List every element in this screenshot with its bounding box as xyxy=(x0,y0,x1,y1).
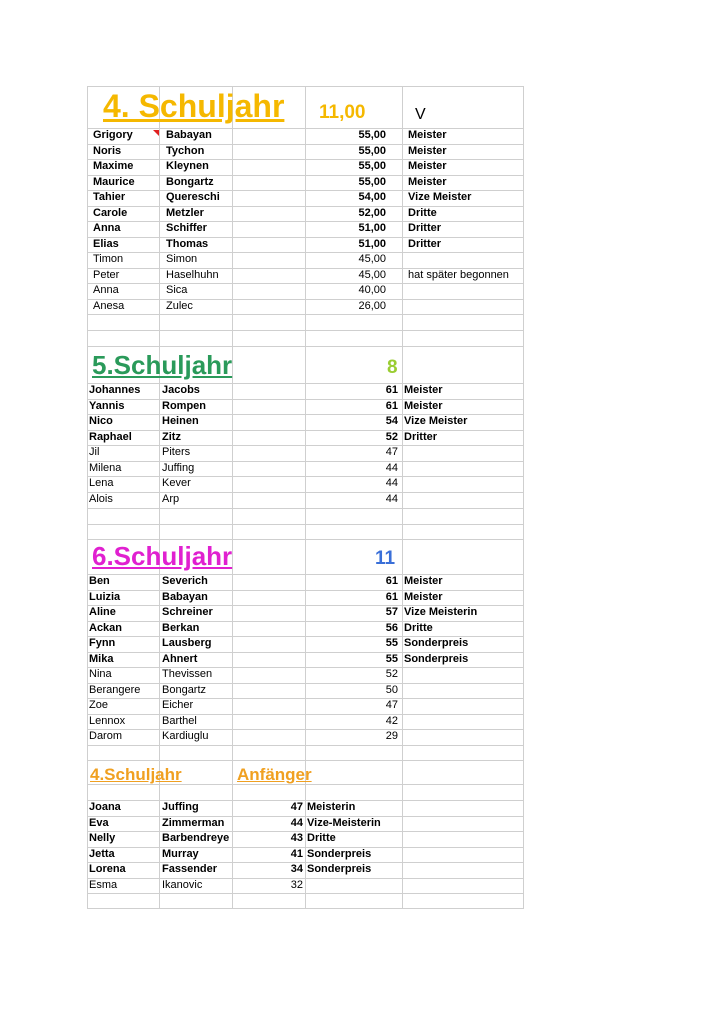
cell-score[interactable]: 32 xyxy=(290,878,303,891)
cell-first-name[interactable]: Zoe xyxy=(89,699,108,711)
cell-last-name[interactable]: Thevissen xyxy=(162,668,213,680)
cell-award[interactable]: Vize-Meisterin xyxy=(307,816,381,829)
cell-last-name[interactable]: Zulec xyxy=(166,299,193,312)
section-count: 8 xyxy=(387,357,398,378)
cell-score[interactable]: 51,00 xyxy=(358,237,386,250)
table-row[interactable] xyxy=(87,590,524,606)
cell-award[interactable]: Meister xyxy=(404,590,443,603)
cell-last-name[interactable]: Schiffer xyxy=(166,222,207,234)
cell-score[interactable]: 54,00 xyxy=(358,191,386,203)
empty-row[interactable] xyxy=(87,893,524,909)
section-count: 11 xyxy=(375,548,396,569)
cell-score[interactable]: 61 xyxy=(385,399,398,412)
table-row[interactable] xyxy=(87,667,524,683)
cell-award[interactable]: Meister xyxy=(408,129,447,141)
cell-last-name[interactable]: Arp xyxy=(162,492,180,505)
cell-first-name[interactable]: Ackan xyxy=(89,621,123,634)
cell-score[interactable]: 52 xyxy=(385,668,398,680)
table-row[interactable] xyxy=(87,128,524,144)
section-extra: V xyxy=(415,106,426,123)
cell-first-name[interactable]: Mika xyxy=(89,652,114,665)
section-title: 4. Schuljahr xyxy=(103,88,285,124)
cell-score[interactable]: 29 xyxy=(385,730,398,742)
table-row[interactable] xyxy=(87,144,524,160)
spreadsheet xyxy=(87,86,524,908)
table-row[interactable] xyxy=(87,714,524,730)
cell-last-name[interactable]: Schreiner xyxy=(162,606,213,618)
cell-score[interactable]: 42 xyxy=(385,714,398,727)
cell-score[interactable]: 51,00 xyxy=(358,222,386,234)
cell-first-name[interactable]: Maurice xyxy=(93,175,135,188)
cell-last-name[interactable]: Kever xyxy=(162,477,191,489)
cell-first-name[interactable]: Lena xyxy=(89,477,114,489)
cell-first-name[interactable]: Johannes xyxy=(89,384,141,396)
table-row[interactable] xyxy=(87,414,524,430)
cell-score[interactable]: 55,00 xyxy=(358,160,386,172)
cell-award[interactable]: Meister xyxy=(408,175,447,188)
section-count: 11,00 xyxy=(319,102,366,123)
empty-row[interactable] xyxy=(87,346,524,362)
cell-first-name[interactable]: Carole xyxy=(93,206,128,219)
cell-last-name[interactable]: Juffing xyxy=(162,461,195,474)
table-row[interactable] xyxy=(87,283,524,299)
cell-award[interactable]: Meister xyxy=(408,144,447,157)
cell-first-name[interactable]: Noris xyxy=(93,144,122,157)
cell-award[interactable]: Sonderpreis xyxy=(404,637,469,649)
table-row[interactable] xyxy=(87,299,524,315)
cell-first-name[interactable]: Eva xyxy=(89,816,109,829)
cell-award[interactable]: Meisterin xyxy=(307,801,356,813)
cell-first-name[interactable]: Aline xyxy=(89,606,116,618)
cell-first-name[interactable]: Nico xyxy=(89,415,113,427)
section-title: 4.Schuljahr xyxy=(90,765,182,784)
cell-score[interactable]: 26,00 xyxy=(358,299,386,312)
table-row[interactable] xyxy=(87,221,524,237)
cell-score[interactable]: 34 xyxy=(290,863,303,875)
cell-last-name[interactable]: Kardiuglu xyxy=(162,730,209,742)
cell-score[interactable]: 43 xyxy=(290,832,303,844)
cell-score[interactable]: 55,00 xyxy=(358,144,386,157)
cell-first-name[interactable]: Joana xyxy=(89,801,121,813)
cell-last-name[interactable]: Barthel xyxy=(162,714,197,727)
cell-score[interactable]: 55 xyxy=(385,652,398,665)
table-row[interactable] xyxy=(87,399,524,415)
cell-first-name[interactable]: Esma xyxy=(89,878,118,891)
empty-row[interactable] xyxy=(87,524,524,540)
cell-last-name[interactable]: Sica xyxy=(166,284,188,296)
cell-last-name[interactable]: Piters xyxy=(162,446,191,458)
table-row[interactable] xyxy=(87,862,524,878)
cell-last-name[interactable]: Kleynen xyxy=(166,160,209,172)
empty-row[interactable] xyxy=(87,745,524,761)
cell-score[interactable]: 44 xyxy=(385,492,398,505)
cell-last-name[interactable]: Jacobs xyxy=(162,384,200,396)
cell-score[interactable]: 44 xyxy=(385,477,398,489)
cell-first-name[interactable]: Raphael xyxy=(89,430,132,443)
cell-last-name[interactable]: Murray xyxy=(162,847,199,860)
table-row[interactable] xyxy=(87,206,524,222)
cell-last-name[interactable]: Babayan xyxy=(166,129,212,141)
cell-first-name[interactable]: Anna xyxy=(93,284,119,296)
table-row[interactable] xyxy=(87,237,524,253)
cell-score[interactable]: 52,00 xyxy=(358,206,386,219)
cell-score[interactable]: 40,00 xyxy=(358,284,386,296)
cell-award[interactable]: Dritter xyxy=(408,237,442,250)
cell-award[interactable]: Dritte xyxy=(404,621,433,634)
table-row[interactable] xyxy=(87,492,524,508)
cell-score[interactable]: 41 xyxy=(290,847,303,860)
cell-score[interactable]: 50 xyxy=(385,683,398,696)
empty-row[interactable] xyxy=(87,330,524,346)
table-row[interactable] xyxy=(87,175,524,191)
cell-last-name[interactable]: Metzler xyxy=(166,206,204,219)
table-row[interactable] xyxy=(87,847,524,863)
table-row[interactable] xyxy=(87,621,524,637)
cell-last-name[interactable]: Simon xyxy=(166,253,198,265)
table-row[interactable] xyxy=(87,445,524,461)
cell-award[interactable]: Sonderpreis xyxy=(404,652,469,665)
cell-last-name[interactable]: Fassender xyxy=(162,863,218,875)
cell-award[interactable]: Vize Meister xyxy=(404,415,468,427)
cell-award[interactable]: Meister xyxy=(404,399,443,412)
cell-last-name[interactable]: Babayan xyxy=(162,590,208,603)
cell-first-name[interactable]: Grigory xyxy=(93,129,133,141)
cell-last-name[interactable]: Juffing xyxy=(162,801,199,813)
cell-award[interactable]: Meister xyxy=(408,160,447,172)
table-row[interactable] xyxy=(87,574,524,590)
table-row[interactable] xyxy=(87,816,524,832)
cell-first-name[interactable]: Darom xyxy=(89,730,123,742)
cell-first-name[interactable]: Nelly xyxy=(89,832,116,844)
cell-score[interactable]: 45,00 xyxy=(358,253,386,265)
cell-last-name[interactable]: Barbendreye xyxy=(162,832,230,844)
cell-score[interactable]: 57 xyxy=(385,606,398,618)
cell-score[interactable]: 47 xyxy=(290,801,303,813)
cell-last-name[interactable]: Ahnert xyxy=(162,652,198,665)
cell-first-name[interactable]: Lorena xyxy=(89,863,126,875)
section-title: 5.Schuljahr xyxy=(92,350,233,380)
cell-last-name[interactable]: Zimmerman xyxy=(162,816,225,829)
empty-row[interactable] xyxy=(87,314,524,330)
cell-last-name[interactable]: Bongartz xyxy=(166,175,214,188)
cell-last-name[interactable]: Zitz xyxy=(162,430,181,443)
table-row[interactable] xyxy=(87,652,524,668)
cell-last-name[interactable]: Heinen xyxy=(162,415,199,427)
cell-first-name[interactable]: Timon xyxy=(93,253,124,265)
cell-first-name[interactable]: Lennox xyxy=(89,714,126,727)
cell-award[interactable]: hat später begonnen xyxy=(408,268,509,281)
cell-last-name[interactable]: Severich xyxy=(162,575,208,587)
cell-score[interactable]: 44 xyxy=(385,461,398,474)
cell-award[interactable]: Dritte xyxy=(307,832,336,844)
section-title: 6.Schuljahr xyxy=(92,541,233,571)
cell-last-name[interactable]: Lausberg xyxy=(162,637,212,649)
cell-score[interactable]: 52 xyxy=(385,430,398,443)
table-row[interactable] xyxy=(87,729,524,745)
cell-last-name[interactable]: Eicher xyxy=(162,699,194,711)
cell-last-name[interactable]: Rompen xyxy=(162,399,206,412)
cell-score[interactable]: 55 xyxy=(385,637,398,649)
cell-award[interactable]: Dritter xyxy=(404,430,438,443)
empty-row[interactable] xyxy=(87,760,524,776)
cell-award[interactable]: Sonderpreis xyxy=(307,863,372,875)
cell-score[interactable]: 45,00 xyxy=(358,268,386,281)
cell-award[interactable]: Dritter xyxy=(408,222,442,234)
cell-score[interactable]: 61 xyxy=(385,384,398,396)
cell-last-name[interactable]: Haselhuhn xyxy=(166,268,219,281)
grid-line xyxy=(87,86,524,87)
table-row[interactable] xyxy=(87,252,524,268)
table-row[interactable] xyxy=(87,383,524,399)
table-row[interactable] xyxy=(87,878,524,894)
cell-score[interactable]: 56 xyxy=(385,621,398,634)
cell-first-name[interactable]: Nina xyxy=(89,668,112,680)
table-row[interactable] xyxy=(87,800,524,816)
cell-first-name[interactable]: Anesa xyxy=(93,299,125,312)
cell-score[interactable]: 47 xyxy=(385,699,398,711)
cell-first-name[interactable]: Maxime xyxy=(93,160,134,172)
cell-first-name[interactable]: Berangere xyxy=(89,683,141,696)
section-subtitle: Anfänger xyxy=(237,765,312,784)
cell-first-name[interactable]: Jetta xyxy=(89,847,115,860)
table-row[interactable] xyxy=(87,683,524,699)
table-row[interactable] xyxy=(87,190,524,206)
cell-score[interactable]: 55,00 xyxy=(358,129,386,141)
cell-last-name[interactable]: Quereschi xyxy=(166,191,220,203)
cell-score[interactable]: 54 xyxy=(385,415,398,427)
table-row[interactable] xyxy=(87,831,524,847)
cell-first-name[interactable]: Tahier xyxy=(93,191,126,203)
cell-first-name[interactable]: Jil xyxy=(89,446,100,458)
cell-score[interactable]: 61 xyxy=(385,575,398,587)
table-row[interactable] xyxy=(87,268,524,284)
cell-score[interactable]: 55,00 xyxy=(358,175,386,188)
cell-award[interactable]: Vize Meister xyxy=(408,191,472,203)
table-row[interactable] xyxy=(87,636,524,652)
cell-first-name[interactable]: Luizia xyxy=(89,590,121,603)
cell-first-name[interactable]: Fynn xyxy=(89,637,116,649)
empty-row[interactable] xyxy=(87,508,524,524)
cell-last-name[interactable]: Bongartz xyxy=(162,683,207,696)
cell-award[interactable]: Meister xyxy=(404,575,443,587)
empty-row[interactable] xyxy=(87,784,524,800)
cell-last-name[interactable]: Berkan xyxy=(162,621,200,634)
empty-row[interactable] xyxy=(87,539,524,555)
cell-first-name[interactable]: Anna xyxy=(93,222,121,234)
cell-first-name[interactable]: Peter xyxy=(93,268,120,281)
cell-score[interactable]: 44 xyxy=(290,816,303,829)
table-row[interactable] xyxy=(87,461,524,477)
table-row[interactable] xyxy=(87,698,524,714)
cell-award[interactable]: Sonderpreis xyxy=(307,847,372,860)
cell-award[interactable]: Meister xyxy=(404,384,443,396)
table-row[interactable] xyxy=(87,430,524,446)
cell-award[interactable]: Dritte xyxy=(408,206,437,219)
table-row[interactable] xyxy=(87,605,524,621)
cell-score[interactable]: 61 xyxy=(385,590,398,603)
cell-last-name[interactable]: Thomas xyxy=(166,237,209,250)
cell-first-name[interactable]: Ben xyxy=(89,575,110,587)
table-row[interactable] xyxy=(87,159,524,175)
cell-award[interactable]: Vize Meisterin xyxy=(404,606,478,618)
cell-first-name[interactable]: Yannis xyxy=(89,399,125,412)
cell-last-name[interactable]: Tychon xyxy=(166,144,205,157)
table-row[interactable] xyxy=(87,476,524,492)
cell-score[interactable]: 47 xyxy=(385,446,398,458)
cell-first-name[interactable]: Milena xyxy=(89,461,122,474)
cell-first-name[interactable]: Alois xyxy=(89,492,113,505)
cell-last-name[interactable]: Ikanovic xyxy=(162,878,203,891)
cell-first-name[interactable]: Elias xyxy=(93,237,119,250)
